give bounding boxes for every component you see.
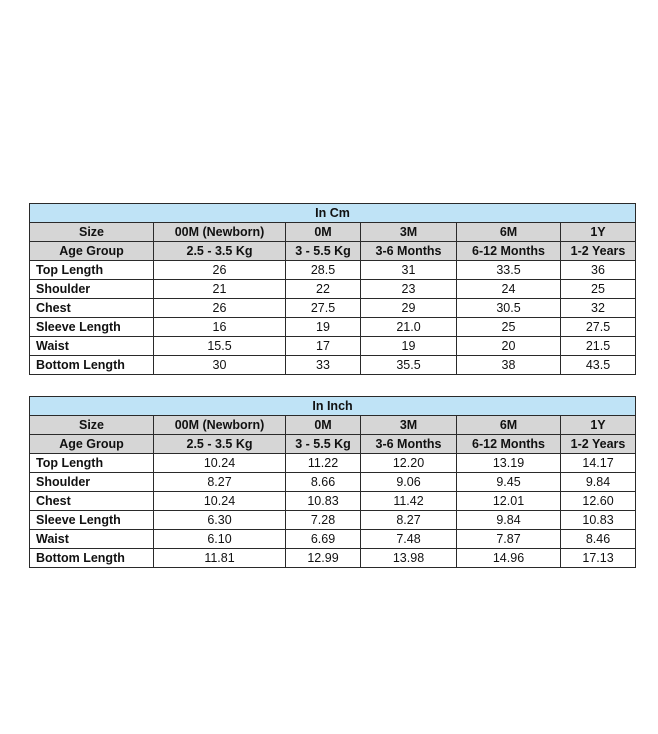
header-cell: 6M <box>457 223 561 242</box>
table-row <box>30 261 636 280</box>
table-cell: 15.5 <box>154 337 286 356</box>
table-cell: 19 <box>286 318 361 337</box>
table-row <box>30 454 636 473</box>
header-cell: 00M (Newborn) <box>154 223 286 242</box>
table-cell: 20 <box>457 337 561 356</box>
row-label: Chest <box>30 492 154 511</box>
table-cell: 17 <box>286 337 361 356</box>
header-cell: 2.5 - 3.5 Kg <box>154 242 286 261</box>
table-cell: 8.27 <box>361 511 457 530</box>
header-label: Size <box>30 416 154 435</box>
table-title-row <box>30 204 636 223</box>
table-row <box>30 337 636 356</box>
table-cell: 17.13 <box>561 549 636 568</box>
header-cell: 0M <box>286 416 361 435</box>
header-label: Age Group <box>30 435 154 454</box>
header-label: Age Group <box>30 242 154 261</box>
table-cell: 22 <box>286 280 361 299</box>
table-cell: 9.84 <box>457 511 561 530</box>
table-cell: 8.27 <box>154 473 286 492</box>
table-cell: 6.10 <box>154 530 286 549</box>
table-cell: 43.5 <box>561 356 636 375</box>
row-label: Waist <box>30 530 154 549</box>
table-cell: 38 <box>457 356 561 375</box>
header-cell: 3M <box>361 416 457 435</box>
row-label: Top Length <box>30 261 154 280</box>
header-cell: 3 - 5.5 Kg <box>286 435 361 454</box>
header-row <box>30 416 636 435</box>
table-cell: 33.5 <box>457 261 561 280</box>
table-cell: 31 <box>361 261 457 280</box>
row-label: Bottom Length <box>30 356 154 375</box>
table-cell: 35.5 <box>361 356 457 375</box>
header-cell: 2.5 - 3.5 Kg <box>154 435 286 454</box>
table-cell: 28.5 <box>286 261 361 280</box>
table-cell: 25 <box>561 280 636 299</box>
table-row <box>30 280 636 299</box>
table-row <box>30 511 636 530</box>
table-cell: 36 <box>561 261 636 280</box>
size-chart-cm-table <box>29 203 636 375</box>
table-cell: 6.30 <box>154 511 286 530</box>
table-cell: 11.81 <box>154 549 286 568</box>
table-cell: 23 <box>361 280 457 299</box>
table-cell: 12.20 <box>361 454 457 473</box>
table-title: In Cm <box>30 204 636 223</box>
table-row <box>30 299 636 318</box>
table-cell: 27.5 <box>286 299 361 318</box>
table-row <box>30 473 636 492</box>
table-cell: 10.83 <box>561 511 636 530</box>
table-cell: 29 <box>361 299 457 318</box>
table-cell: 9.06 <box>361 473 457 492</box>
table-cell: 24 <box>457 280 561 299</box>
table-row <box>30 492 636 511</box>
table-cell: 33 <box>286 356 361 375</box>
table-cell: 10.24 <box>154 492 286 511</box>
row-label: Sleeve Length <box>30 511 154 530</box>
table-cell: 12.01 <box>457 492 561 511</box>
table-cell: 6.69 <box>286 530 361 549</box>
table-cell: 30.5 <box>457 299 561 318</box>
header-cell: 0M <box>286 223 361 242</box>
header-cell: 1-2 Years <box>561 242 636 261</box>
row-label: Shoulder <box>30 473 154 492</box>
row-label: Bottom Length <box>30 549 154 568</box>
table-title: In Inch <box>30 397 636 416</box>
table-cell: 12.99 <box>286 549 361 568</box>
header-cell: 3 - 5.5 Kg <box>286 242 361 261</box>
header-cell: 1-2 Years <box>561 435 636 454</box>
table-row <box>30 549 636 568</box>
table-cell: 8.66 <box>286 473 361 492</box>
table-cell: 26 <box>154 261 286 280</box>
header-row <box>30 435 636 454</box>
row-label: Waist <box>30 337 154 356</box>
table-cell: 7.87 <box>457 530 561 549</box>
table-cell: 11.22 <box>286 454 361 473</box>
header-cell: 3-6 Months <box>361 435 457 454</box>
table-cell: 13.19 <box>457 454 561 473</box>
table-cell: 25 <box>457 318 561 337</box>
header-cell: 1Y <box>561 223 636 242</box>
header-cell: 3-6 Months <box>361 242 457 261</box>
table-cell: 14.17 <box>561 454 636 473</box>
table-cell: 19 <box>361 337 457 356</box>
table-row <box>30 318 636 337</box>
table-cell: 14.96 <box>457 549 561 568</box>
table-cell: 30 <box>154 356 286 375</box>
table-cell: 13.98 <box>361 549 457 568</box>
table-cell: 10.83 <box>286 492 361 511</box>
table-cell: 7.28 <box>286 511 361 530</box>
header-cell: 6-12 Months <box>457 242 561 261</box>
row-label: Shoulder <box>30 280 154 299</box>
table-row <box>30 356 636 375</box>
table-title-row <box>30 397 636 416</box>
size-chart-inch-body <box>30 397 636 568</box>
header-cell: 6M <box>457 416 561 435</box>
table-cell: 11.42 <box>361 492 457 511</box>
size-chart-inch-table <box>29 396 636 568</box>
row-label: Top Length <box>30 454 154 473</box>
table-cell: 8.46 <box>561 530 636 549</box>
table-cell: 32 <box>561 299 636 318</box>
table-cell: 10.24 <box>154 454 286 473</box>
header-cell: 00M (Newborn) <box>154 416 286 435</box>
table-cell: 21 <box>154 280 286 299</box>
table-row <box>30 530 636 549</box>
table-cell: 16 <box>154 318 286 337</box>
row-label: Sleeve Length <box>30 318 154 337</box>
header-label: Size <box>30 223 154 242</box>
table-cell: 9.84 <box>561 473 636 492</box>
table-cell: 12.60 <box>561 492 636 511</box>
table-cell: 21.0 <box>361 318 457 337</box>
header-row <box>30 223 636 242</box>
row-label: Chest <box>30 299 154 318</box>
header-cell: 6-12 Months <box>457 435 561 454</box>
table-cell: 7.48 <box>361 530 457 549</box>
header-cell: 1Y <box>561 416 636 435</box>
header-row <box>30 242 636 261</box>
table-cell: 26 <box>154 299 286 318</box>
size-chart-cm-body <box>30 204 636 375</box>
table-cell: 27.5 <box>561 318 636 337</box>
header-cell: 3M <box>361 223 457 242</box>
table-cell: 9.45 <box>457 473 561 492</box>
table-cell: 21.5 <box>561 337 636 356</box>
